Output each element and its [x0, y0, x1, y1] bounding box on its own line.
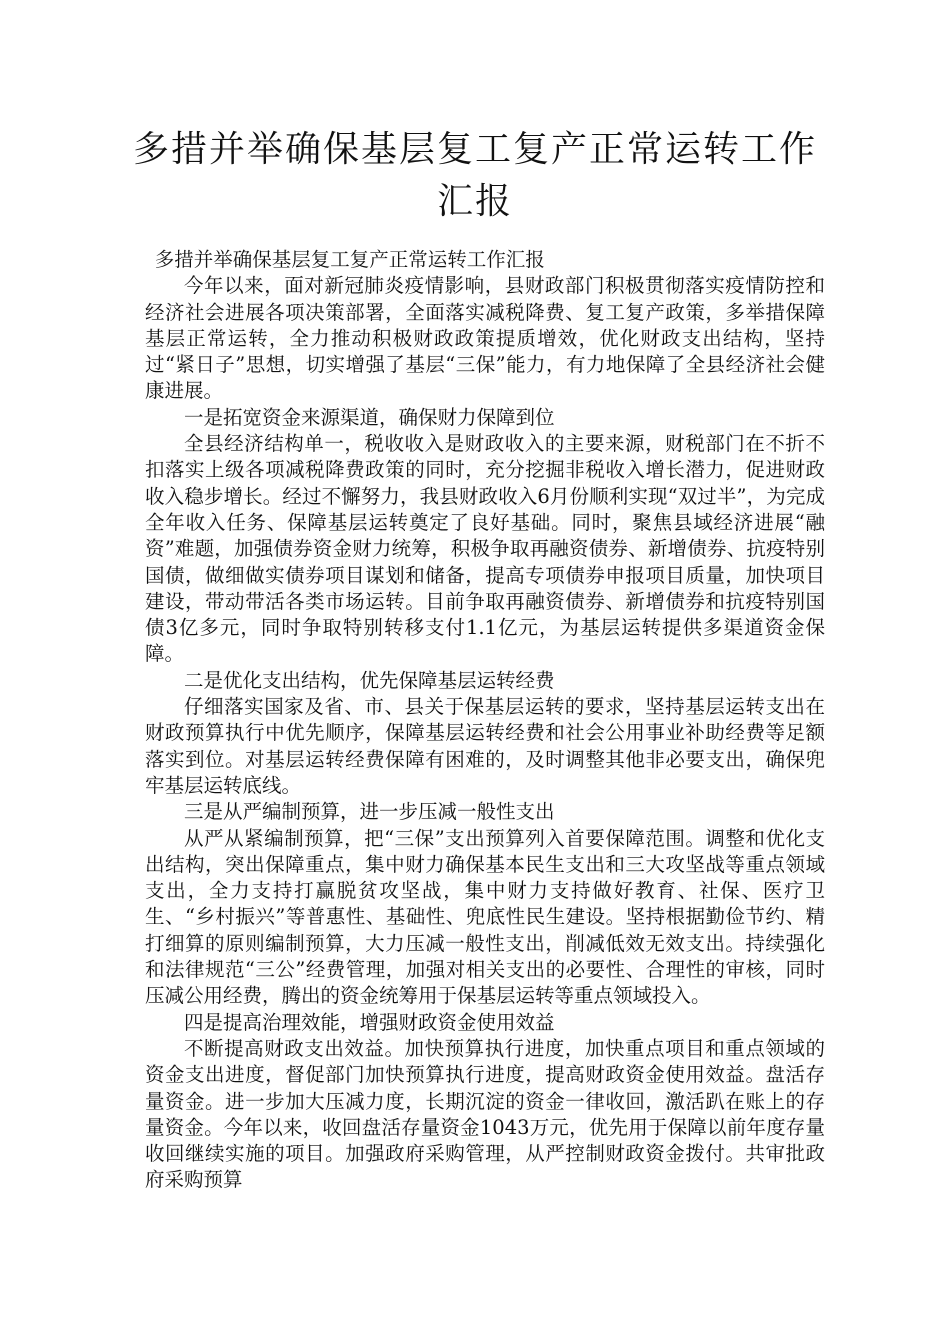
document-title: [100, 124, 850, 228]
section-heading-3: 三是从严编制预算，进一步压减一般性支出: [184, 800, 555, 824]
document-subtitle: 多措并举确保基层复工复产正常运转工作汇报: [154, 248, 545, 271]
section-heading-4: 四是提高治理效能，增强财政资金使用效益: [184, 1010, 555, 1034]
section-paragraph-2: 仔细落实国家及省、市、县关于保基层运转的要求，坚持基层运转支出在财政预算执行中优先顺序，保障基层运转经费和社会公用事业补助经费等足额落实到位。对基层运转经费保障有困难的，及时调整其他非必要支出，确保兜牢基层运转底线。: [145, 695, 825, 797]
section-heading-2: 二是优化支出结构，优先保障基层运转经费: [184, 668, 555, 692]
section-paragraph-3: 从严从紧编制预算，把“三保”支出预算列入首要保障范围。调整和优化支出结构，突出保障重点，集中财力确保基本民生支出和三大攻坚战等重点领域支出，全力支持打赢脱贫攻坚战，集中财力支持做好教育、社保、医疗卫生、“乡村振兴”等普惠性、基础性、兜底性民生建设。坚持根据勤俭节约、精打细算的原则编制预算，大力压减一般性支出，削减低效无效支出。持续强化和法律规范“三公”经费管理，加强对相关支出的必要性、合理性的审核，同时压减公用经费，腾出的资金统筹用于保基层运转等重点领域投入。: [145, 826, 825, 1008]
section-paragraph-4: 不断提高财政支出效益。加快预算执行进度，加快重点项目和重点领域的资金支出进度，督促部门加快预算执行进度，提高财政资金使用效益。盘活存量资金。进一步加大压减力度，长期沉淀的资金一律收回，激活趴在账上的存量资金。今年以来，收回盘活存量资金1043万元，优先用于保障以前年度存量收回继续实施的项目。加强政府采购管理，从严控制财政资金拨付。共审批政府采购预算: [145, 1036, 825, 1192]
section-heading-1: 一是拓宽资金来源渠道，确保财力保障到位: [184, 405, 555, 429]
title-line-1: 多措并举确保基层复工复产正常运转工作: [132, 129, 817, 170]
title-line-2: 汇报: [436, 181, 513, 222]
intro-paragraph: 今年以来，面对新冠肺炎疫情影响，县财政部门积极贯彻落实疫情防控和经济社会进展各项决策部署，全面落实减税降费、复工复产政策，多举措保障基层正常运转，全力推动积极财政政策提质增效，优化财政支出结构，坚持过“紧日子”思想，切实增强了基层“三保”能力，有力地保障了全县经济社会健康进展。: [145, 274, 825, 403]
section-paragraph-1: 全县经济结构单一，税收收入是财政收入的主要来源，财税部门在不折不扣落实上级各项减税降费政策的同时，充分挖掘非税收入增长潜力，促进财政收入稳步增长。经过不懈努力，我县财政收入6月份顺利实现“双过半”，为完成全年收入任务、保障基层运转奠定了良好基础。同时，聚焦县域经济进展“融资”难题，加强债券资金财力统筹，积极争取再融资债券、新增债券、抗疫特别国债，做细做实债券项目谋划和储备，提高专项债券申报项目质量，加快项目建设，带动带活各类市场运转。目前争取再融资债券、新增债券和抗疫特别国债3亿多元，同时争取特别转移支付1.1亿元，为基层运转提供多渠道资金保障。: [145, 432, 825, 666]
document-body: [145, 247, 825, 1194]
